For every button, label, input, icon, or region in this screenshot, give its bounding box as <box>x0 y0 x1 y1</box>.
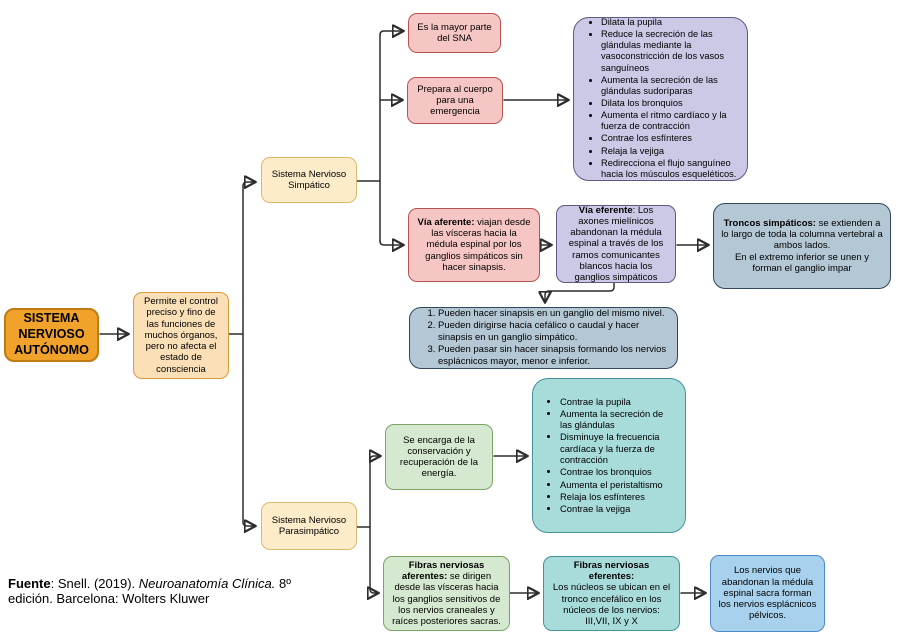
list-item: • Relaja la vejiga <box>601 146 737 158</box>
list-item: • Dilata la pupila <box>601 17 737 29</box>
para-afferent-title: Fibras nerviosas aferentes: <box>401 559 485 583</box>
list-item: 1. Pueden hacer sinapsis en un ganglio del mismo nivel. <box>438 308 669 321</box>
node-sacral-pelvic-nerves: Los nervios que abandonan la médula espinal sacra forman los nervios esplácnicos pélvicos. <box>710 555 825 632</box>
trunks-body: se extienden a lo largo de toda la columna vertebral a ambos lados. <box>721 217 883 252</box>
node-parasympathetic-effects-list <box>532 378 686 533</box>
source-citation <box>8 576 308 606</box>
list-item: 2. Pueden dirigirse hacia cefálico o caudal y hacer sinapsis en un ganglio simpático. <box>438 320 669 344</box>
para-efferent-title: Fibras nerviosas eferentes: <box>573 559 650 583</box>
node-parasympathetic-system: Sistema Nervioso Parasimpático <box>261 502 357 550</box>
list-item: 3. Pueden pasar sin hacer sinapsis formando los nervios esplácnicos mayor, menor e inferior. <box>438 344 669 368</box>
trunks-body2: En el extremo inferior se unen y forman el ganglio impar <box>734 251 870 274</box>
afferent-title: Vía aferente: <box>417 216 475 228</box>
node-sympathetic-trunks <box>713 203 891 289</box>
para-efferent-body: Los núcleos se ubican en el tronco encefálico en los núcleos de los nervios: III,VII, IX y X <box>552 582 671 627</box>
para-afferent-text <box>390 560 503 627</box>
list-item: • Aumenta la secreción de las glándulas sudoríparas <box>601 75 737 98</box>
list-item: • Aumenta el peristaltismo <box>560 479 675 491</box>
node-sympathetic-efferent <box>556 205 676 283</box>
node-sympathetic-afferent <box>408 208 540 282</box>
efferent-body: : Los axones mielínicos abandonan la médula espinal a través de los ramos comunicantes blancos hacia los ganglios simpáticos <box>568 204 664 284</box>
citation-post: 8º edición. Barcelona: Wolters Kluwer <box>8 576 291 607</box>
list-item: • Relaja los esfínteres <box>560 491 675 503</box>
list-item: • Disminuye la frecuencia cardíaca y la fuerza de contracción <box>560 431 675 466</box>
sympathetic-effects <box>584 17 737 181</box>
parasympathetic-effects <box>543 396 675 516</box>
list-item: • Contrae los esfínteres <box>601 133 737 145</box>
node-major-part-sna: Es la mayor parte del SNA <box>408 13 501 53</box>
node-intro-function: Permite el control preciso y fino de las funciones de muchos órganos, pero no afecta el estado de consciencia <box>133 292 229 379</box>
para-afferent-body: se dirigen desde las vísceras hacia los ganglios sensitivos de los nervios craneales y raíces posteriores sacras. <box>392 571 501 627</box>
synapse-options <box>418 308 669 369</box>
list-item: • Aumenta el ritmo cardíaco y la fuerza de contracción <box>601 110 737 133</box>
citation-pre: : Snell. (2019). <box>50 576 139 591</box>
node-parasympathetic-afferent <box>383 556 510 631</box>
list-item: • Reduce la secreción de las glándulas mediante la vasoconstricción de los vasos sanguíneos <box>601 29 737 75</box>
list-item: • Contrae la pupila <box>560 396 675 408</box>
para-efferent-title-line <box>550 560 673 582</box>
citation-title: Neuroanatomía Clínica. <box>138 576 276 591</box>
node-synapse-options-list <box>409 307 678 369</box>
efferent-title: Vía eferente <box>578 204 633 216</box>
node-sympathetic-system: Sistema Nervioso Simpático <box>261 157 357 203</box>
citation-label: Fuente <box>8 576 51 591</box>
node-autonomic-nervous-system: SISTEMA NERVIOSO AUTÓNOMO <box>4 308 99 362</box>
list-item: • Contrae la vejiga <box>560 503 675 515</box>
list-item: • Dilata los bronquios <box>601 98 737 110</box>
efferent-text <box>563 205 669 283</box>
trunks-text <box>720 218 884 252</box>
node-parasympathetic-efferent <box>543 556 680 631</box>
trunks-title: Troncos simpáticos: <box>723 217 816 229</box>
list-item: • Aumenta la secreción de las glándulas <box>560 408 675 432</box>
node-prepares-emergency: Prepara al cuerpo para una emergencia <box>407 77 503 124</box>
node-parasympathetic-function: Se encarga de la conservación y recuperación de la energía. <box>385 424 493 490</box>
afferent-text <box>415 217 533 273</box>
list-item: • Redirecciona el flujo sanguíneo hacia los músculos esqueléticos. <box>601 158 737 181</box>
node-sympathetic-effects-list <box>573 17 748 181</box>
afferent-body: viajan desde las vísceras hacia la médula espinal por los ganglios simpáticos sin hacer sinapsis. <box>425 216 531 273</box>
list-item: • Contrae los bronquios <box>560 466 675 478</box>
